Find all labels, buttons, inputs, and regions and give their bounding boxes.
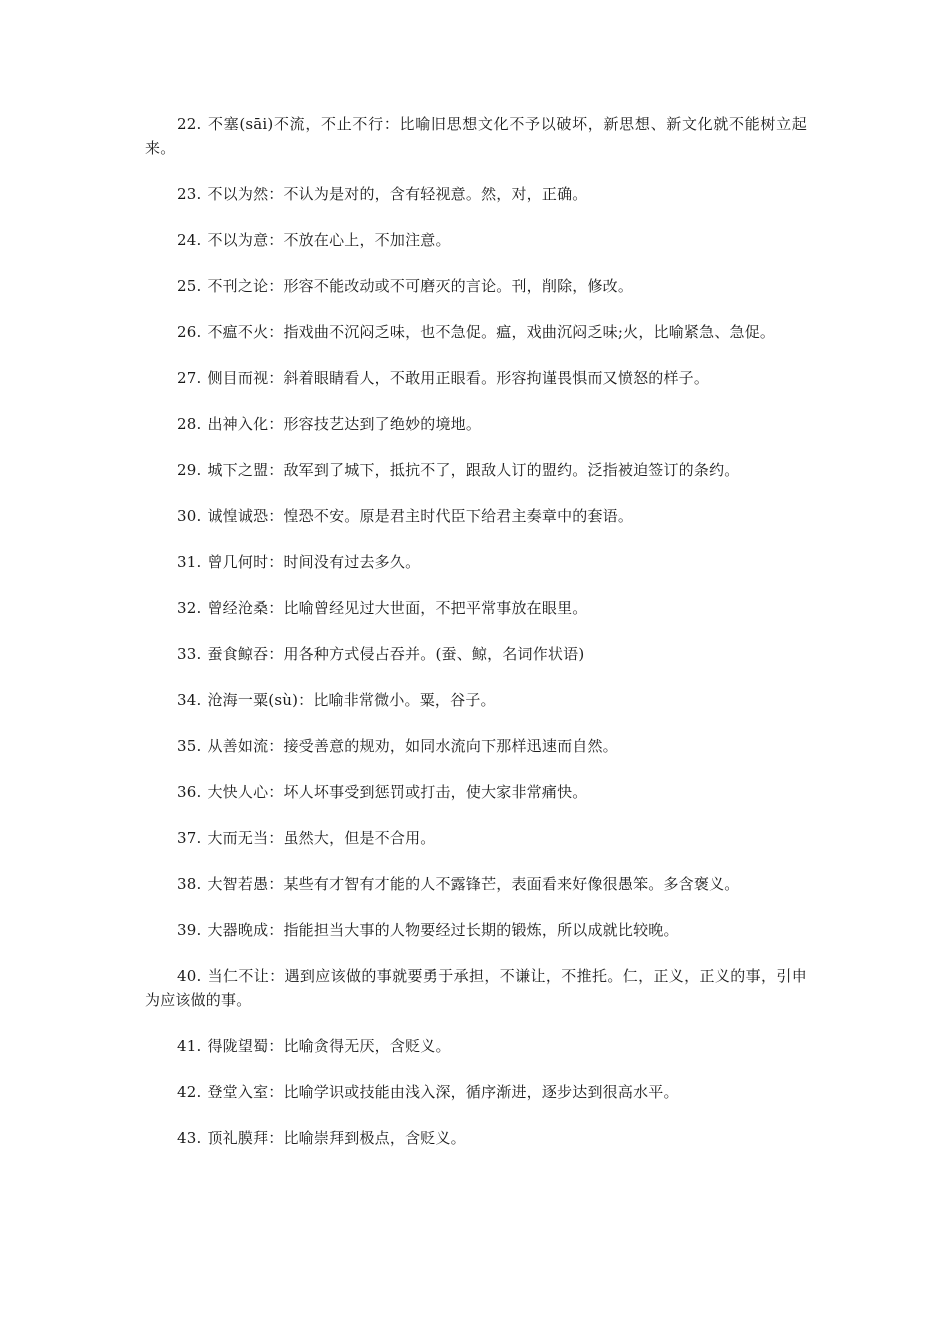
list-item xyxy=(145,918,807,942)
item-text: 登堂入室：比喻学识或技能由浅入深，循序渐进，逐步达到很高水平。 xyxy=(207,1083,679,1101)
list-item xyxy=(145,112,807,160)
item-number: 40. xyxy=(177,967,202,985)
item-text: 不塞(sāi)不流，不止不行：比喻旧思想文化不予以破坏，新思想、新文化就不能树立起来。 xyxy=(145,115,807,157)
item-number: 32. xyxy=(177,599,202,617)
item-number: 27. xyxy=(177,369,202,387)
list-item xyxy=(145,964,807,1012)
idiom-list xyxy=(145,112,807,1172)
item-number: 38. xyxy=(177,875,202,893)
list-item xyxy=(145,412,807,436)
item-number: 34. xyxy=(177,691,202,709)
list-item xyxy=(145,182,807,206)
list-item xyxy=(145,642,807,666)
list-item xyxy=(145,1126,807,1150)
item-text: 不刊之论：形容不能改动或不可磨灭的言论。刊，削除，修改。 xyxy=(207,277,634,295)
item-number: 41. xyxy=(177,1037,202,1055)
list-item xyxy=(145,274,807,298)
item-text: 当仁不让：遇到应该做的事就要勇于承担，不谦让，不推托。仁，正义，正义的事，引申为应该做的事。 xyxy=(145,967,807,1009)
item-text: 大智若愚：某些有才智有才能的人不露锋芒，表面看来好像很愚笨。多含褒义。 xyxy=(207,875,740,893)
list-item xyxy=(145,596,807,620)
item-number: 43. xyxy=(177,1129,202,1147)
item-text: 出神入化：形容技艺达到了绝妙的境地。 xyxy=(207,415,482,433)
list-item xyxy=(145,1034,807,1058)
item-number: 23. xyxy=(177,185,202,203)
item-number: 26. xyxy=(177,323,202,341)
item-number: 42. xyxy=(177,1083,202,1101)
item-number: 31. xyxy=(177,553,202,571)
item-number: 36. xyxy=(177,783,202,801)
item-text: 曾经沧桑：比喻曾经见过大世面，不把平常事放在眼里。 xyxy=(207,599,588,617)
list-item xyxy=(145,688,807,712)
item-text: 蚕食鲸吞：用各种方式侵占吞并。(蚕、鲸，名词作状语) xyxy=(207,645,585,663)
list-item xyxy=(145,826,807,850)
item-text: 从善如流：接受善意的规劝，如同水流向下那样迅速而自然。 xyxy=(207,737,618,755)
item-number: 24. xyxy=(177,231,202,249)
list-item xyxy=(145,780,807,804)
list-item xyxy=(145,504,807,528)
list-item xyxy=(145,228,807,252)
item-text: 不以为然：不认为是对的，含有轻视意。然，对，正确。 xyxy=(207,185,588,203)
list-item xyxy=(145,366,807,390)
item-number: 22. xyxy=(177,115,202,133)
item-number: 39. xyxy=(177,921,202,939)
item-text: 城下之盟：敌军到了城下，抵抗不了，跟敌人订的盟约。泛指被迫签订的条约。 xyxy=(207,461,740,479)
item-text: 沧海一粟(sù)：比喻非常微小。粟，谷子。 xyxy=(207,691,496,709)
item-text: 大器晚成：指能担当大事的人物要经过长期的锻炼，所以成就比较晚。 xyxy=(207,921,679,939)
item-text: 得陇望蜀：比喻贪得无厌，含贬义。 xyxy=(207,1037,451,1055)
item-text: 不以为意：不放在心上，不加注意。 xyxy=(207,231,451,249)
item-number: 35. xyxy=(177,737,202,755)
item-number: 37. xyxy=(177,829,202,847)
item-text: 侧目而视：斜着眼睛看人，不敢用正眼看。形容拘谨畏惧而又愤怒的样子。 xyxy=(207,369,710,387)
list-item xyxy=(145,550,807,574)
item-number: 25. xyxy=(177,277,202,295)
item-text: 不瘟不火：指戏曲不沉闷乏味，也不急促。瘟，戏曲沉闷乏味;火，比喻紧急、急促。 xyxy=(207,323,776,341)
item-text: 诚惶诚恐：惶恐不安。原是君主时代臣下给君主奏章中的套语。 xyxy=(207,507,634,525)
item-text: 曾几何时：时间没有过去多久。 xyxy=(207,553,421,571)
list-item xyxy=(145,458,807,482)
item-text: 大而无当：虽然大，但是不合用。 xyxy=(207,829,436,847)
list-item xyxy=(145,1080,807,1104)
item-number: 33. xyxy=(177,645,202,663)
item-number: 28. xyxy=(177,415,202,433)
list-item xyxy=(145,734,807,758)
item-text: 顶礼膜拜：比喻崇拜到极点，含贬义。 xyxy=(207,1129,466,1147)
item-number: 29. xyxy=(177,461,202,479)
item-number: 30. xyxy=(177,507,202,525)
list-item xyxy=(145,320,807,344)
list-item xyxy=(145,872,807,896)
item-text: 大快人心：坏人坏事受到惩罚或打击，使大家非常痛快。 xyxy=(207,783,588,801)
